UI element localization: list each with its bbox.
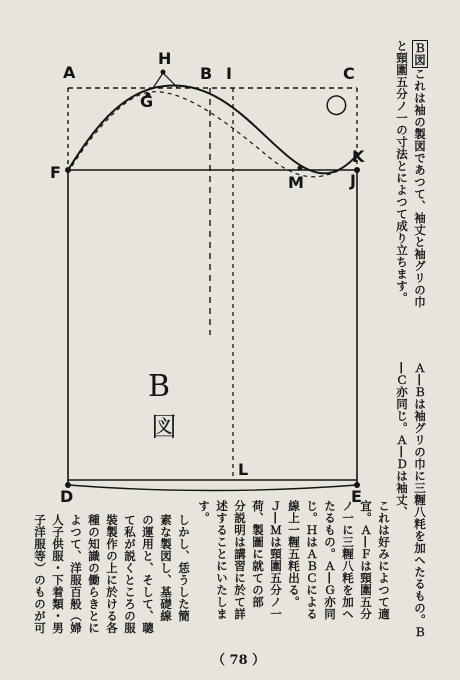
body-col-19: 種の知識の働らきとに (87, 514, 101, 634)
body-col-22: 子洋服等）のものが可 (33, 514, 47, 634)
body-col-14: しかし、恁うした簡 (177, 514, 191, 622)
body-col-2: ―Ｃ亦同じ。Ａ―Ｄは袖丈、 (395, 362, 409, 518)
body-col-10: 荷、製圖に就ての部 (251, 500, 265, 608)
page-number: （ 78 ） (212, 653, 266, 668)
body-col-7: じ。ＨはＡＢＣによる (305, 500, 319, 620)
heading-text-2: と頸圍五分ノ一の寸法とによつて成り立ちます。 (395, 40, 409, 304)
hem-curve (68, 485, 357, 491)
body-col-20: よつて、洋服百般（婦 (69, 514, 83, 634)
body-col-4: 宜。Ａ―Ｆは頸圍五分 (359, 500, 373, 620)
body-col-15: 素な製図し、基礎線 (159, 514, 173, 622)
dot-m (298, 166, 303, 171)
label-i: I (226, 64, 232, 83)
body-col-6: たるもの。Ａ―Ｇ亦同 (323, 500, 337, 620)
sleeve-cap-curve (68, 86, 357, 174)
label-e: E (351, 487, 362, 506)
body-col-21: 人子供服・下着類・男 (51, 514, 65, 634)
heading-column-1 (412, 40, 427, 308)
body-col-9: Ｊ―Ｍは頸圍五分ノ一 (269, 500, 283, 620)
label-a: A (63, 63, 76, 82)
body-col-5: ノ一に三糎八粍を加へ (341, 500, 355, 620)
label-k: K (352, 147, 365, 166)
label-h: H (158, 49, 172, 68)
label-d: D (60, 487, 74, 506)
label-m: M (288, 173, 304, 192)
label-c: C (343, 64, 355, 83)
body-col-13: す。 (197, 500, 211, 524)
dot-f (65, 167, 71, 173)
figure-tag: Ｂ図 (413, 42, 427, 66)
body-col-12: 述することにいたしま (215, 500, 229, 620)
body-col-1: Ａ―Ｂは袖グリの巾に三糎八粍を加へたるもの。Ｂ (413, 362, 427, 638)
label-f: F (50, 163, 61, 182)
dot-h (161, 70, 166, 75)
body-col-17: て私が説くところの服 (123, 514, 137, 634)
handwritten-b: B (148, 369, 171, 404)
body-col-18: 裝製作の上に於ける各 (105, 514, 119, 634)
body-col-3: これは好みによつて適 (377, 500, 391, 620)
label-b: B (200, 64, 213, 83)
body-col-11: 分説明は講習に於て詳 (233, 500, 247, 620)
heading-text-1: これは袖の製図であつて、袖丈と袖グリの巾 (413, 68, 427, 308)
label-j: J (350, 171, 356, 190)
body-col-16: の運用と、そして、聰 (141, 514, 155, 634)
handwritten-kanji: 図 (151, 413, 178, 443)
heading-column-2 (394, 40, 409, 304)
handwritten-circle: ○ (325, 89, 348, 119)
body-col-8: 線上一糎五粍出る。 (287, 500, 301, 608)
label-l: L (238, 460, 249, 479)
label-g: G (140, 92, 154, 111)
